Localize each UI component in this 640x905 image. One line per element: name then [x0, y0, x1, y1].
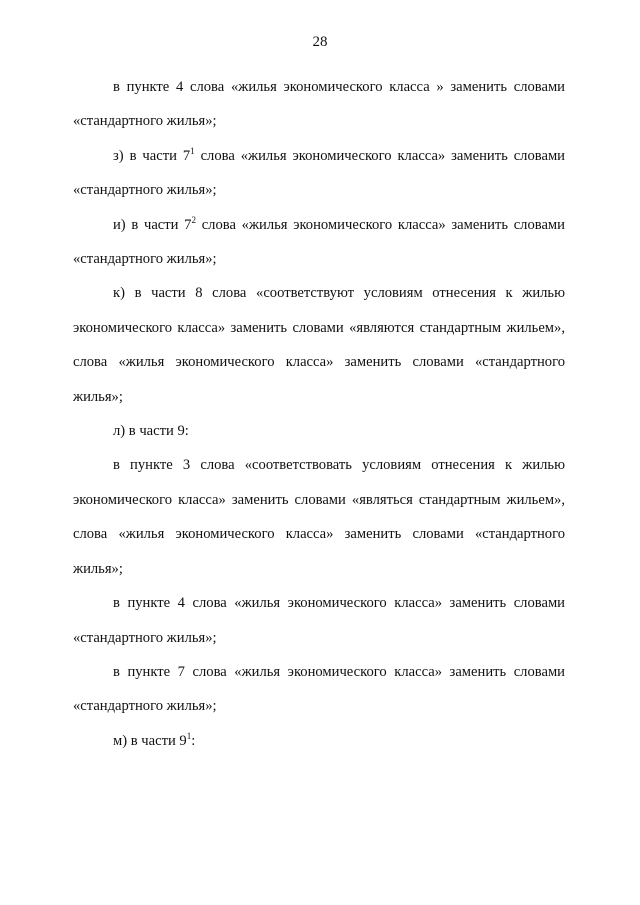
paragraph-text: в пункте 4 слова «жилья экономического класса» заменить словами «стандартного жилья»;	[73, 595, 565, 646]
paragraph-item-l	[73, 414, 565, 448]
paragraph-text: з) в части 7	[113, 147, 191, 164]
paragraph-text: в пункте 3 слова «соответствовать условиям отнесения к жилью экономического класса» заменить словами «являться стандартным жильем», слова «жилья экономического класса» заменить словами «стандартного жилья»;	[73, 457, 565, 577]
paragraph-text: и) в части 7	[113, 216, 192, 233]
superscript-index: 1	[186, 730, 192, 741]
paragraph-text: :	[191, 732, 196, 749]
paragraph-text: в пункте 7 слова «жилья экономического класса» заменить словами «стандартного жилья»;	[73, 663, 565, 715]
paragraph-text: слова «жилья экономического класса» заменить словами «стандартного жилья»;	[73, 216, 565, 268]
paragraph-text: м) в части 9	[113, 732, 187, 749]
paragraph-item-4	[73, 70, 565, 139]
paragraph-text: слова «жилья экономического класса» заменить словами «стандартного жилья»;	[73, 147, 565, 199]
paragraph-item-k	[73, 276, 565, 414]
page-number: 28	[312, 34, 328, 50]
paragraph-item-z	[73, 139, 565, 208]
document-body	[73, 70, 565, 758]
paragraph-text: л) в части 9:	[113, 423, 189, 440]
superscript-index: 2	[191, 214, 196, 225]
paragraph-item-i	[73, 208, 565, 277]
paragraph-item-4b	[73, 586, 565, 655]
paragraph-item-m	[73, 724, 565, 758]
paragraph-item-3	[73, 448, 565, 586]
paragraph-item-7	[73, 655, 565, 724]
paragraph-text: в пункте 4 слова «жилья экономического класса » заменить словами «стандартного жилья»;	[73, 79, 565, 130]
paragraph-text: к) в части 8 слова «соответствуют условиям отнесения к жилью экономического класса» заменить словами «являются стандартным жильем», слова «жилья экономического класса» заменить словами «стандартного жилья»;	[73, 285, 565, 405]
superscript-index: 1	[190, 145, 195, 156]
